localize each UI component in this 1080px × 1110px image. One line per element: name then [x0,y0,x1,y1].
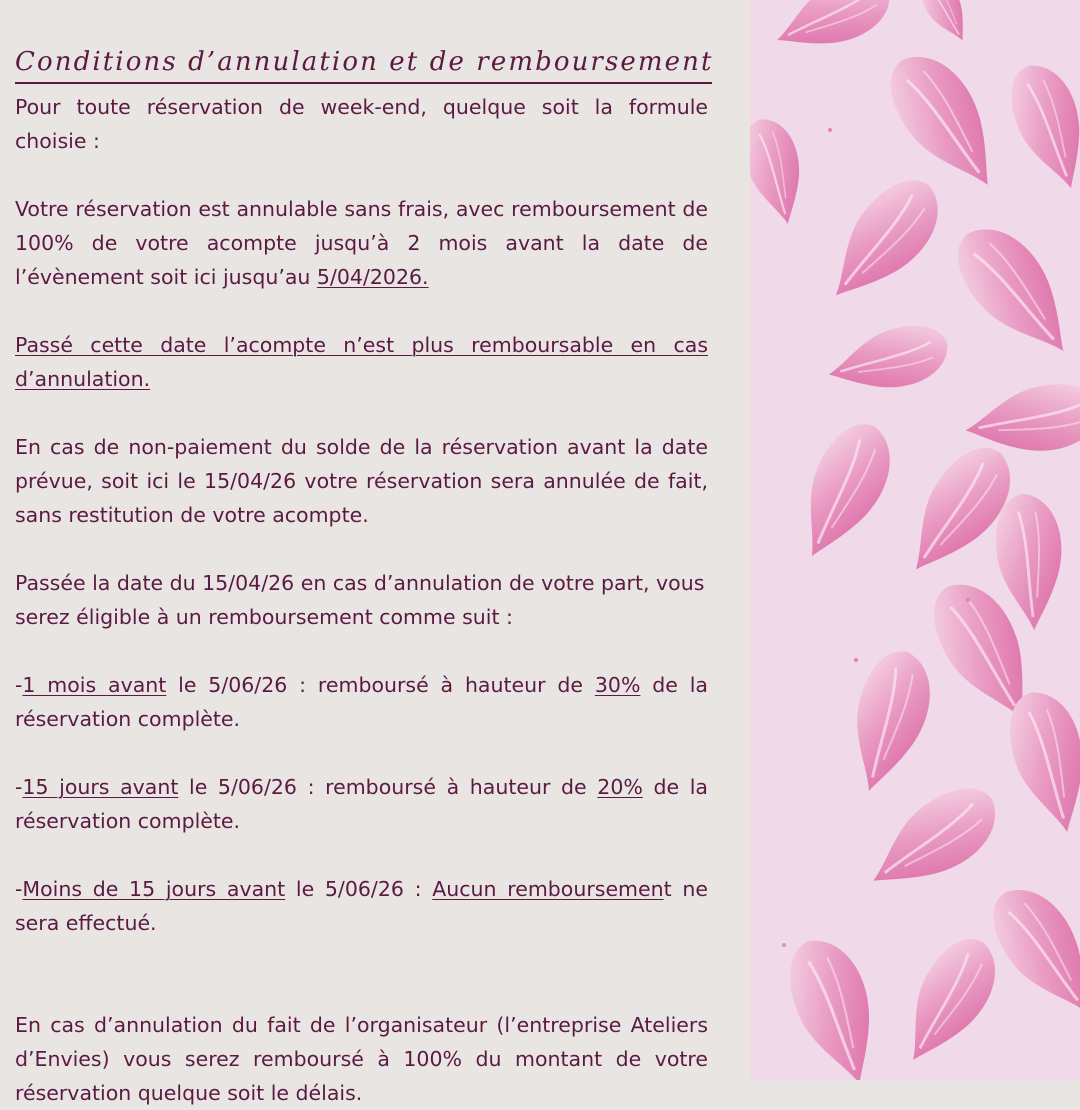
deposit-refund-paragraph [15,192,708,294]
refund-schedule-intro: Passée la date du 15/04/26 en cas d’annulation de votre part, vous serez éligible à un remboursement comme suit : [15,571,705,629]
petal-dot [854,658,858,662]
non-payment-paragraph: En cas de non-paiement du solde de la réservation avant la date prévue, soit ici le 15/04/26 votre réservation sera annulée de fait, sans restitution de votre acompte. [15,435,708,527]
petal-19 [887,926,1012,1077]
petal-16 [855,772,1012,911]
petal-7 [940,211,1080,373]
item-amount: 30% [594,673,641,697]
refund-item-15-days [15,770,708,838]
petal-dot [966,598,970,602]
item-period: 15 jours avant [22,775,179,799]
petal-8 [822,317,955,405]
non-refundable-paragraph: Passé cette date l’acompte n’est plus remboursable en cas d’annulation. [15,333,708,391]
item-period: Moins de 15 jours avant [22,877,286,901]
petal-3 [873,39,1019,204]
item-tail: t ne sera effectué. [15,877,708,935]
petal-dot [828,128,832,132]
organizer-cancellation-paragraph: En cas d’annulation du fait de l’organisateur (l’entreprise Ateliers d’Envies) vous serez remboursé à 100% du montant de votre réservation quelque soit le délais. [15,1013,708,1105]
conditions-body [15,90,708,1110]
deposit-refund-text: Votre réservation est annulable sans frais, avec remboursement de 100% de votre acompte jusqu’à 2 mois avant la date de l’évènement soit ici jusqu’au [15,197,708,289]
petal-pattern-graphic [750,0,1080,1080]
petal-5 [750,113,814,231]
item-middle: le 5/06/26 : [285,877,433,901]
petal-4 [1000,55,1080,198]
petal-17 [977,873,1080,1030]
item-tail: de la réservation complète. [15,775,708,833]
item-dash: - [15,673,23,697]
petal-14 [838,644,941,801]
petal-6 [811,164,956,318]
item-amount: 20% [597,775,643,799]
petal-18 [776,929,895,1080]
petal-decoration-panel [750,0,1080,1080]
intro-paragraph: Pour toute réservation de week-end, quelque soit la formule choisie : [15,95,708,153]
petal-2 [913,0,979,49]
refund-item-1-month [15,668,708,736]
petal-dot [782,943,786,947]
item-dash: - [15,775,23,799]
page-title: Conditions d’annulation et de remboursement [15,42,712,84]
item-tail: de la réservation complète. [15,673,708,731]
refund-item-less-15-days [15,872,708,940]
item-middle: le 5/06/26 : remboursé à hauteur de [178,775,598,799]
item-middle: le 5/06/26 : remboursé à hauteur de [166,673,595,697]
petal-10 [783,412,906,571]
item-dash: - [15,877,23,901]
refund-deadline-date: 5/04/2026. [316,265,429,289]
item-amount: Aucun remboursemen [432,877,664,901]
item-period: 1 mois avant [22,673,167,697]
petal-1 [766,0,901,68]
